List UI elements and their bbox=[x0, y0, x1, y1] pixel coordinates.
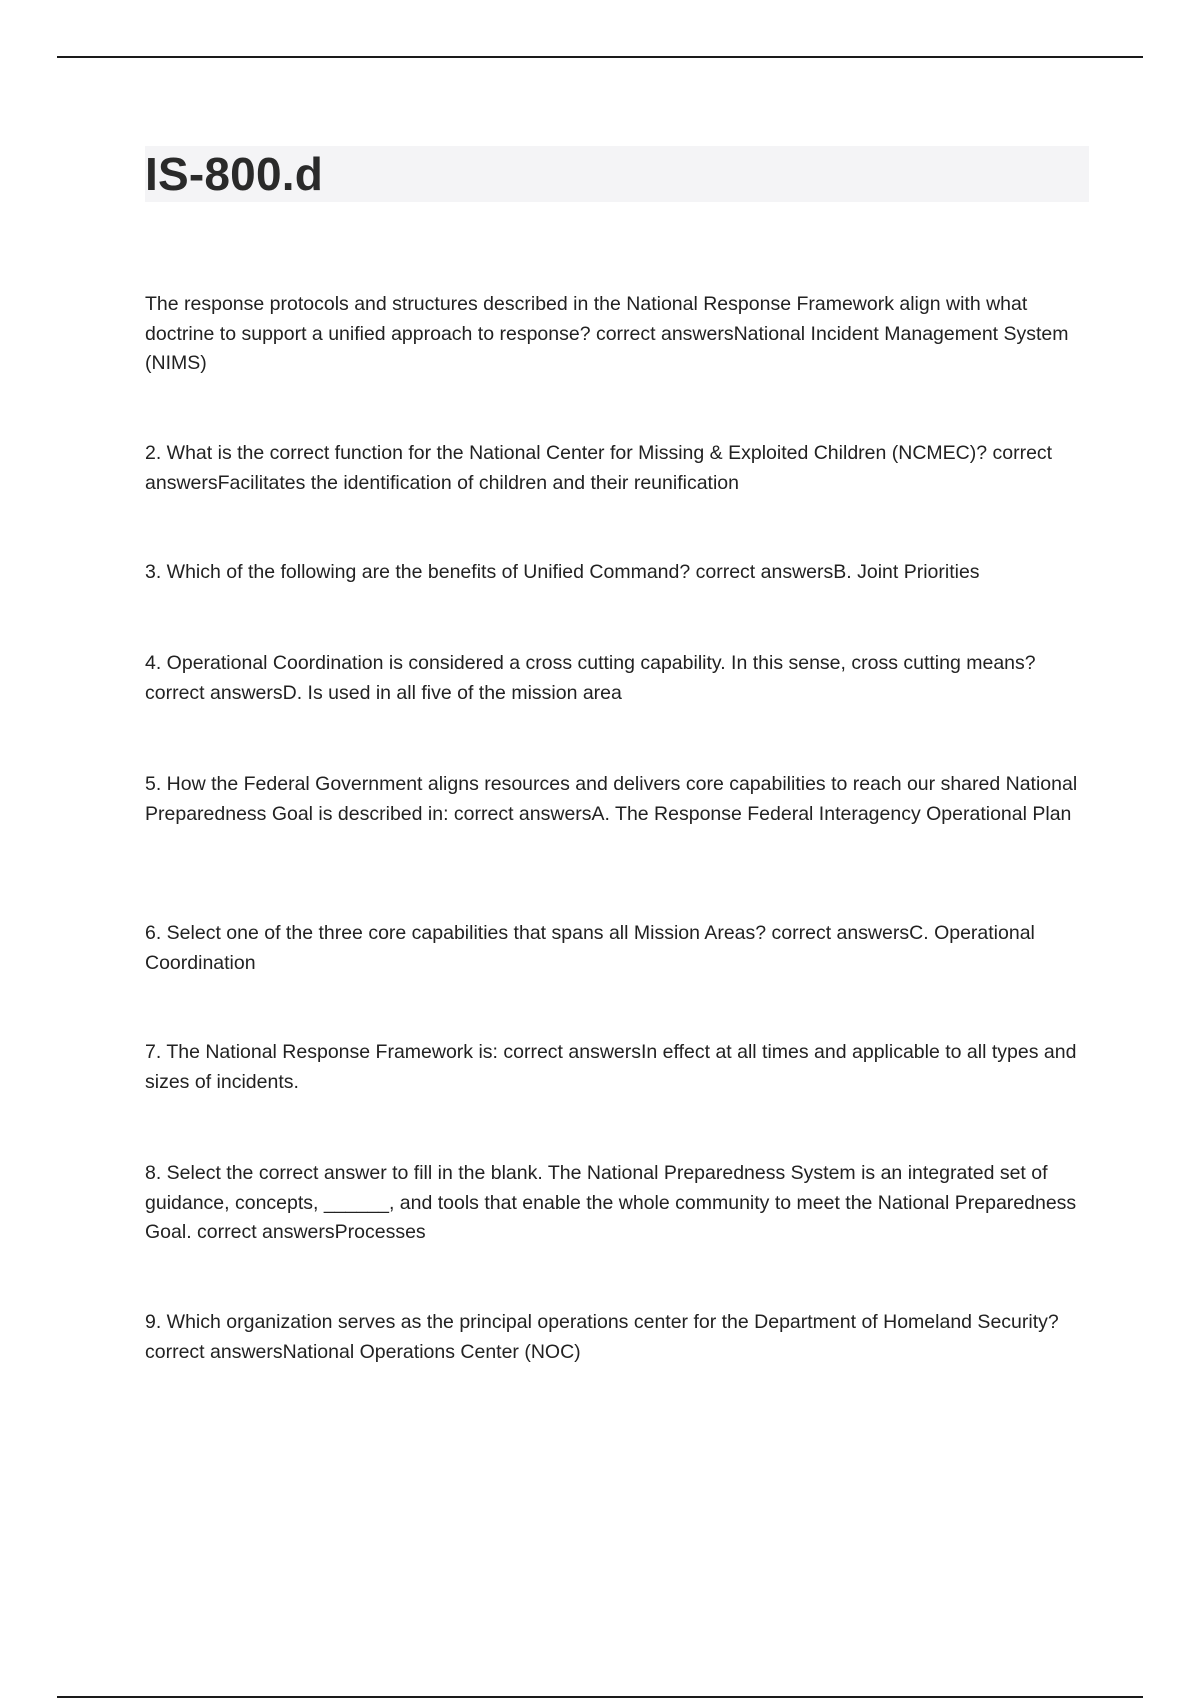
qa-item-1: The response protocols and structures described in the National Response Framework align with what doctrine to support a unified approach to response? correct answersNational Incident Management System (NIMS) bbox=[145, 293, 1069, 374]
qa-item-4: 4. Operational Coordination is considered a cross cutting capability. In this sense, cross cutting means? correct answersD. Is used in all five of the mission area bbox=[145, 652, 1036, 704]
qa-item-8: 8. Select the correct answer to fill in the blank. The National Preparedness System is an integrated set of guidance, concepts, ______, and tools that enable the whole community to meet the National Preparedness Goal. correct answersProcesses bbox=[145, 1162, 1077, 1243]
qa-item-6: 6. Select one of the three core capabilities that spans all Mission Areas? correct answersC. Operational Coordination bbox=[145, 922, 1035, 974]
bottom-rule bbox=[57, 1696, 1143, 1698]
top-rule bbox=[57, 56, 1143, 58]
page-title: IS-800.d bbox=[145, 148, 324, 200]
title-band bbox=[145, 146, 1089, 202]
qa-item-7: 7. The National Response Framework is: correct answersIn effect at all times and applicable to all types and sizes of incidents. bbox=[145, 1041, 1077, 1093]
qa-item-2: 2. What is the correct function for the National Center for Missing & Exploited Children (NCMEC)? correct answersFacilitates the identification of children and their reunification bbox=[145, 442, 1053, 494]
qa-item-3: 3. Which of the following are the benefits of Unified Command? correct answersB. Joint Priorities bbox=[145, 561, 980, 583]
qa-item-9: 9. Which organization serves as the principal operations center for the Department of Homeland Security? correct answersNational Operations Center (NOC) bbox=[145, 1311, 1059, 1363]
qa-item-5: 5. How the Federal Government aligns resources and delivers core capabilities to reach our shared National Preparedness Goal is described in: correct answersA. The Response Federal Interagency Operational Plan bbox=[145, 773, 1078, 825]
